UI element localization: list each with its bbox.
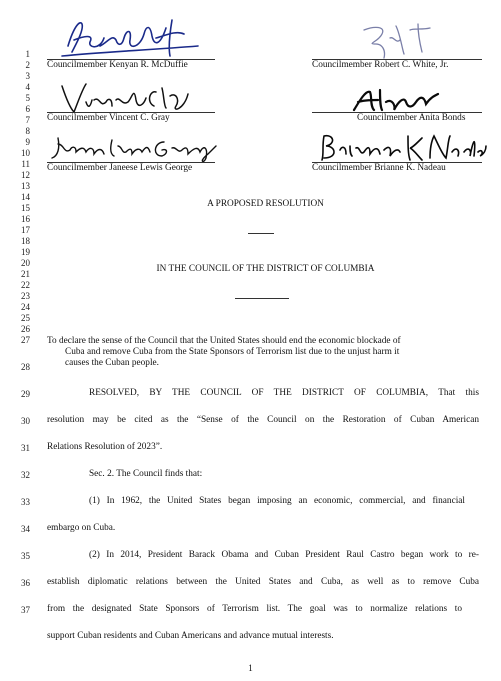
line-number: 16 bbox=[21, 214, 30, 224]
line-number: 23 bbox=[21, 291, 30, 301]
line-number: 15 bbox=[21, 203, 30, 213]
signer-name-right: Councilmember Robert C. White, Jr. bbox=[312, 60, 449, 70]
line-number: 14 bbox=[21, 192, 30, 202]
line-number: 22 bbox=[21, 280, 30, 290]
short-rule bbox=[248, 233, 274, 234]
body-line: (2) In 2014, President Barack Obama and Cuban President Raul Castro began work to re- bbox=[89, 550, 479, 560]
body-line: RESOLVED, BY THE COUNCIL OF THE DISTRICT OF COLUMBIA, That this bbox=[89, 388, 479, 398]
line-number: 11 bbox=[21, 159, 30, 169]
purpose-line: To declare the sense of the Council that the United States should end the economic blockade of bbox=[47, 336, 401, 346]
line-number: 6 bbox=[25, 104, 30, 114]
line-number: 36 bbox=[21, 578, 30, 588]
section-heading: Sec. 2. The Council finds that: bbox=[89, 469, 203, 479]
line-number: 24 bbox=[21, 302, 30, 312]
body-line: resolution may be cited as the “Sense of the Council on the Restoration of Cuban American bbox=[47, 415, 479, 425]
line-number: 31 bbox=[21, 443, 30, 453]
resolution-heading: A PROPOSED RESOLUTION bbox=[207, 199, 324, 209]
line-number: 10 bbox=[21, 148, 30, 158]
line-number: 26 bbox=[21, 324, 30, 334]
line-number: 27 bbox=[21, 335, 30, 345]
purpose-line: causes the Cuban people. bbox=[65, 358, 159, 368]
line-number: 34 bbox=[21, 524, 30, 534]
signer-name-left: Councilmember Kenyan R. McDuffie bbox=[47, 60, 188, 70]
short-rule bbox=[235, 298, 289, 299]
line-number: 9 bbox=[25, 137, 30, 147]
body-line: support Cuban residents and Cuban Americans and advance mutual interests. bbox=[47, 631, 334, 641]
line-number: 3 bbox=[25, 71, 30, 81]
line-number: 17 bbox=[21, 225, 30, 235]
body-line: establish diplomatic relations between the United States and Cuba, as well as to remove Cuba bbox=[47, 577, 479, 587]
council-heading: IN THE COUNCIL OF THE DISTRICT OF COLUMBIA bbox=[156, 264, 375, 274]
line-number: 33 bbox=[21, 497, 30, 507]
line-number: 8 bbox=[25, 126, 30, 136]
line-number: 32 bbox=[21, 470, 30, 480]
line-number: 28 bbox=[21, 362, 30, 372]
line-number: 5 bbox=[25, 93, 30, 103]
page-number: 1 bbox=[248, 664, 253, 674]
line-number: 13 bbox=[21, 181, 30, 191]
line-number: 1 bbox=[25, 49, 30, 59]
line-number: 12 bbox=[21, 170, 30, 180]
line-number: 29 bbox=[21, 389, 30, 399]
line-number: 35 bbox=[21, 551, 30, 561]
line-number: 2 bbox=[25, 60, 30, 70]
signer-name-right: Councilmember Brianne K. Nadeau bbox=[312, 163, 446, 173]
body-line: (1) In 1962, the United States began imposing an economic, commercial, and financial bbox=[89, 496, 465, 506]
signature-nadeau bbox=[318, 132, 488, 164]
line-number: 7 bbox=[25, 115, 30, 125]
line-number: 25 bbox=[21, 313, 30, 323]
line-number: 18 bbox=[21, 236, 30, 246]
line-number: 4 bbox=[25, 82, 30, 92]
signer-name-left: Councilmember Vincent C. Gray bbox=[47, 113, 170, 123]
line-number: 21 bbox=[21, 269, 30, 279]
signature-lewis-george bbox=[48, 134, 218, 164]
purpose-line: Cuba and remove Cuba from the State Sponsors of Terrorism list due to the unjust harm it bbox=[65, 347, 400, 357]
signer-name-right: Councilmember Anita Bonds bbox=[357, 113, 466, 123]
body-line: embargo on Cuba. bbox=[47, 523, 116, 533]
line-number: 30 bbox=[21, 416, 30, 426]
line-number: 20 bbox=[21, 258, 30, 268]
signature-mcduffie bbox=[60, 16, 200, 62]
body-line: from the designated State Sponsors of Terrorism list. The goal was to normalize relations to bbox=[47, 604, 462, 614]
body-line: Relations Resolution of 2023”. bbox=[47, 442, 163, 452]
line-number: 19 bbox=[21, 247, 30, 257]
signature-bonds bbox=[350, 86, 440, 114]
signer-name-left: Councilmember Janeese Lewis George bbox=[47, 163, 193, 173]
signature-white bbox=[360, 22, 440, 62]
line-number: 37 bbox=[21, 605, 30, 615]
